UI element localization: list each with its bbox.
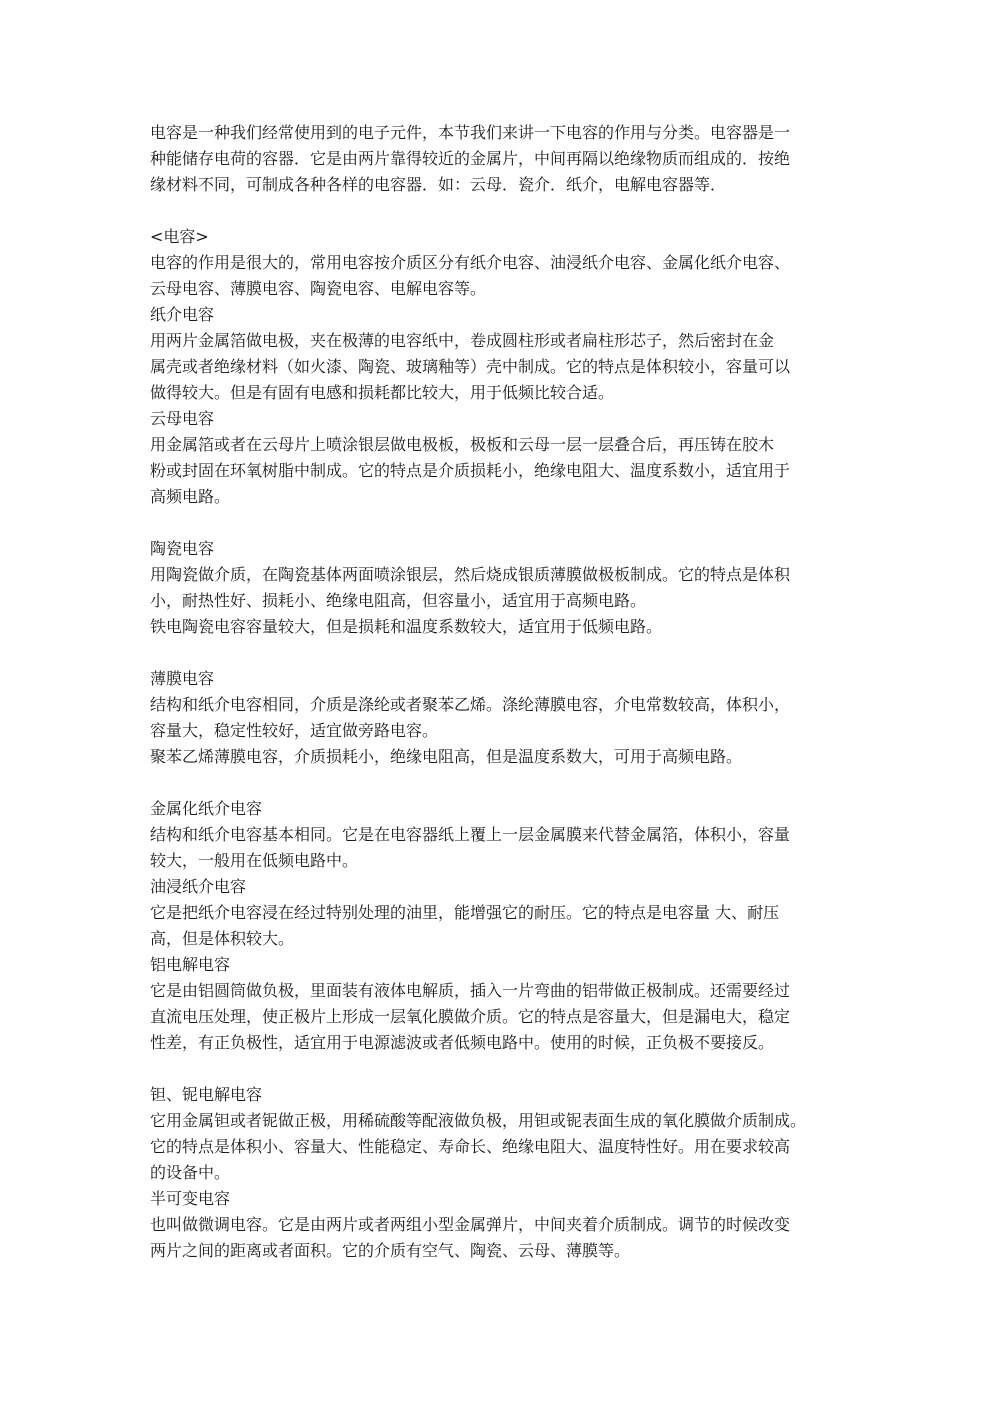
paragraph — [150, 562, 846, 640]
paragraph-line: 它用金属钽或者铌做正极，用稀硫酸等配液做负极，用钽或铌表面生成的氧化膜做介质制成。 — [150, 1111, 807, 1130]
section-heading — [150, 952, 846, 978]
paragraph-line: 属壳或者绝缘材料（如火漆、陶瓷、玻璃釉等）壳中制成。它的特点是体积较小，容量可以 — [150, 357, 791, 376]
blank-line — [150, 510, 846, 536]
paragraph — [150, 328, 846, 406]
paragraph-line: 电容是一种我们经常使用到的电子元件，本节我们来讲一下电容的作用与分类。电容器是一 — [150, 123, 791, 142]
heading-text: <电容> — [150, 227, 209, 246]
blank-line — [150, 198, 846, 224]
section-heading — [150, 302, 846, 328]
blank-line — [150, 640, 846, 666]
heading-text: 铝电解电容 — [150, 955, 231, 974]
section-heading — [150, 1186, 846, 1212]
paragraph-line: 云母电容、薄膜电容、陶瓷电容、电解电容等。 — [150, 279, 487, 298]
paragraph — [150, 250, 846, 302]
paragraph — [150, 1108, 846, 1186]
paragraph-line: 直流电压处理，使正极片上形成一层氧化膜做介质。它的特点是容量大，但是漏电大，稳定 — [150, 1007, 791, 1026]
paragraph — [150, 900, 846, 952]
paragraph-line: 它的特点是体积小、容量大、性能稳定、寿命长、绝缘电阻大、温度特性好。用在要求较高 — [150, 1137, 791, 1156]
heading-text: 陶瓷电容 — [150, 539, 215, 558]
section-heading — [150, 666, 846, 692]
paragraph-line: 粉或封固在环氧树脂中制成。它的特点是介质损耗小，绝缘电阻大、温度系数小，适宜用于 — [150, 461, 791, 480]
heading-text: 云母电容 — [150, 409, 215, 428]
heading-text: 薄膜电容 — [150, 669, 215, 688]
paragraph-line: 缘材料不同，可制成各种各样的电容器．如：云母．瓷介．纸介，电解电容器等． — [150, 175, 727, 194]
paragraph — [150, 1212, 846, 1264]
paragraph-line: 做得较大。但是有固有电感和损耗都比较大，用于低频比较合适。 — [150, 383, 615, 402]
section-heading — [150, 874, 846, 900]
paragraph-line: 高，但是体积较大。 — [150, 929, 295, 948]
paragraph-line: 电容的作用是很大的，常用电容按介质区分有纸介电容、油浸纸介电容、金属化纸介电容、 — [150, 253, 791, 272]
paragraph-line: 用两片金属箔做电极，夹在极薄的电容纸中，卷成圆柱形或者扁柱形芯子，然后密封在金 — [150, 331, 775, 350]
heading-text: 纸介电容 — [150, 305, 215, 324]
blank-line — [150, 1056, 846, 1082]
paragraph-line: 用陶瓷做介质，在陶瓷基体两面喷涂银层，然后烧成银质薄膜做极板制成。它的特点是体积 — [150, 565, 791, 584]
paragraph-line: 它是由铝圆筒做负极，里面装有液体电解质，插入一片弯曲的铝带做正极制成。还需要经过 — [150, 981, 791, 1000]
section-heading — [150, 406, 846, 432]
paragraph-line: 较大，一般用在低频电路中。 — [150, 851, 359, 870]
heading-text: 油浸纸介电容 — [150, 877, 247, 896]
section-heading — [150, 1082, 846, 1108]
paragraph-line: 两片之间的距离或者面积。它的介质有空气、陶瓷、云母、薄膜等。 — [150, 1241, 631, 1260]
paragraph — [150, 692, 846, 770]
heading-text: 金属化纸介电容 — [150, 799, 263, 818]
paragraph-line: 结构和纸介电容相同，介质是涤纶或者聚苯乙烯。涤纶薄膜电容，介电常数较高，体积小， — [150, 695, 791, 714]
paragraph-line: 性差，有正负极性，适宜用于电源滤波或者低频电路中。使用的时候，正负极不要接反。 — [150, 1033, 775, 1052]
section-heading — [150, 536, 846, 562]
paragraph-line: 高频电路。 — [150, 487, 231, 506]
blank-line — [150, 770, 846, 796]
section-heading — [150, 796, 846, 822]
paragraph — [150, 822, 846, 874]
document-page — [150, 120, 846, 1264]
paragraph-line: 用金属箔或者在云母片上喷涂银层做电极板，极板和云母一层一层叠合后，再压铸在胶木 — [150, 435, 775, 454]
paragraph-line: 种能储存电荷的容器．它是由两片靠得较近的金属片，中间再隔以绝缘物质而组成的．按绝 — [150, 149, 791, 168]
paragraph-line: 它是把纸介电容浸在经过特别处理的油里，能增强它的耐压。它的特点是电容量 大、耐压 — [150, 903, 780, 922]
paragraph — [150, 432, 846, 510]
paragraph — [150, 120, 846, 198]
paragraph — [150, 978, 846, 1056]
paragraph-line: 小，耐热性好、损耗小、绝缘电阻高，但容量小，适宜用于高频电路。 — [150, 591, 647, 610]
paragraph-line: 铁电陶瓷电容容量较大，但是损耗和温度系数较大，适宜用于低频电路。 — [150, 617, 663, 636]
paragraph-line: 的设备中。 — [150, 1163, 231, 1182]
paragraph-line: 聚苯乙烯薄膜电容，介质损耗小，绝缘电阻高，但是温度系数大，可用于高频电路。 — [150, 747, 743, 766]
paragraph-line: 结构和纸介电容基本相同。它是在电容器纸上覆上一层金属膜来代替金属箔，体积小，容量 — [150, 825, 791, 844]
paragraph-line: 容量大，稳定性较好，适宜做旁路电容。 — [150, 721, 439, 740]
paragraph-line: 也叫做微调电容。它是由两片或者两组小型金属弹片，中间夹着介质制成。调节的时候改变 — [150, 1215, 791, 1234]
section-heading — [150, 224, 846, 250]
heading-text: 钽、铌电解电容 — [150, 1085, 263, 1104]
heading-text: 半可变电容 — [150, 1189, 231, 1208]
